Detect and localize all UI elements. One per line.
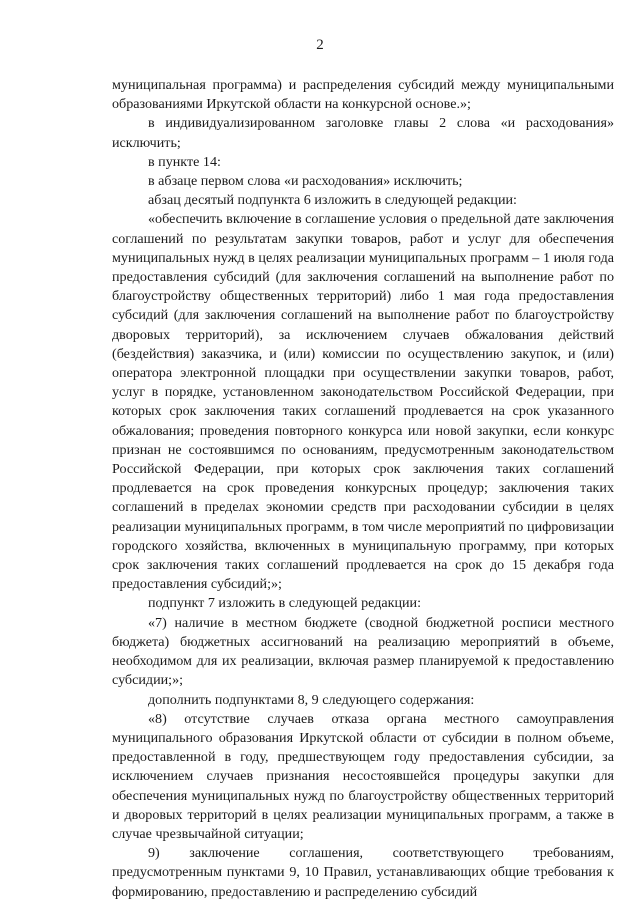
paragraph: дополнить подпунктами 8, 9 следующего содержания: <box>148 691 475 708</box>
paragraph: в пункте 14: <box>148 153 221 170</box>
paragraph: абзац десятый подпункта 6 изложить в следующей редакции: <box>148 192 517 209</box>
paragraph: «обеспечить включение в соглашение условия о предельной дате заключения соглашений по результатам закупки товаров, работ и услуг для обеспечения муниципальных нужд в целях реализации муниципальных программ – 1 июля года предоставления субсидий (для заключения соглашений на выполнение работ по благоустройству общественных территорий) либо 1 мая года предоставления субсидий (для заключения соглашений на выполнение работ по благоустройству дворовых территорий), за исключением случаев обжалования действий (бездействия) заказчика, и (или) комиссии по осуществлению закупок, и (или) оператора электронной площадки при осуществлении закупки товаров, работ, услуг в порядке, установленном законодательством Российской Федерации, при которых срок заключения таких соглашений продлевается на срок указанного обжалования; проведения повторного конкурса или новой закупки, если конкурс признан не состоявшимся по основаниям, предусмотренным законодательством Российской Федерации, при которых срок заключения таких соглашений продлевается на срок проведения конкурсных процедур; заключения таких соглашений в пределах экономии средств при расходовании субсидии в целях реализации муниципальных программ, в том числе мероприятий по цифровизации городского хозяйства, включенных в муниципальную программу, при которых срок заключения таких соглашений продлевается на срок до 15 декабря года предоставления субсидий;»; <box>112 211 614 593</box>
paragraph: «7) наличие в местном бюджете (сводной бюджетной росписи местного бюджета) бюджетных ассигнований на реализацию мероприятий в объеме, необходимом для их реализации, включая размер планируемой к предоставлению субсидии;»; <box>112 614 614 689</box>
paragraph: 9) заключение соглашения, соответствующего требованиям, предусмотренным пунктами 9, 10 Правил, устанавливающих общие требования к формированию, предоставлению и распределению субсидий <box>112 845 614 900</box>
paragraph: в индивидуализированном заголовке главы 2 слова «и расходования» исключить; <box>112 115 614 151</box>
document-body <box>112 76 614 902</box>
paragraph: подпункт 7 изложить в следующей редакции: <box>148 595 422 612</box>
paragraph: в абзаце первом слова «и расходования» исключить; <box>148 173 463 190</box>
page-number: 2 <box>316 37 324 53</box>
paragraph: муниципальная программа) и распределения субсидий между муниципальными образованиями Иркутской области на конкурсной основе.»; <box>112 77 614 113</box>
paragraph: «8) отсутствие случаев отказа органа местного самоуправления муниципального образования Иркутской области от субсидии в полном объеме, предоставленной в году, предшествующем году предоставления субсидии, за исключением случаев признания несостоявшейся процедуры закупки для обеспечения муниципальных нужд по благоустройству общественных территорий и дворовых территорий в целях реализации муниципальных программ, а также в случае чрезвычайной ситуации; <box>112 710 614 842</box>
